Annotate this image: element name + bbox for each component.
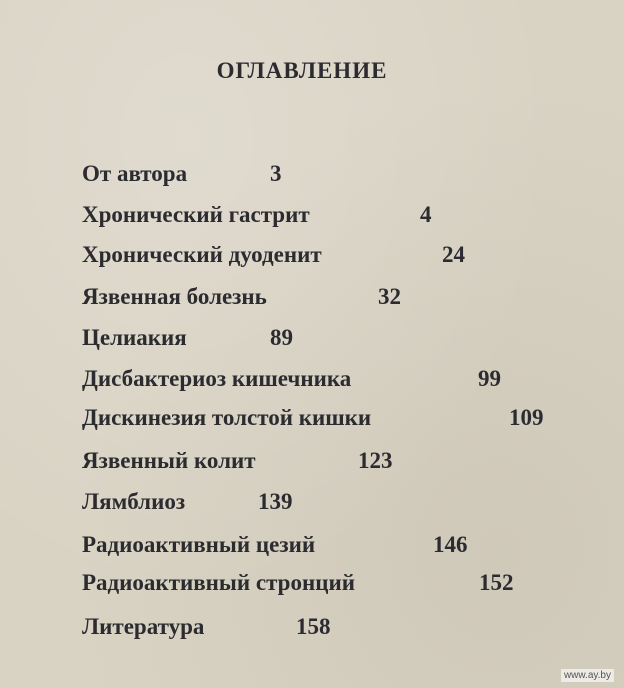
toc-entry-label: Хронический дуоденит <box>82 242 322 267</box>
toc-entry-label: Радиоактивный цезий <box>82 532 316 557</box>
toc-entry <box>82 488 293 516</box>
toc-entry-page: 32 <box>378 284 401 309</box>
toc-entry-label: От автора <box>82 161 188 186</box>
toc-entry-page: 158 <box>296 614 331 639</box>
page-title: ОГЛАВЛЕНИЕ <box>216 58 388 83</box>
toc-entry-label: Язвенная болезнь <box>82 284 267 309</box>
toc-entry-label: Целиакия <box>82 325 187 350</box>
toc-entry <box>82 531 468 559</box>
toc-entry-page: 152 <box>479 570 514 595</box>
toc-entry-page: 123 <box>358 448 393 473</box>
toc-entry-page: 139 <box>258 489 293 514</box>
toc-entry <box>82 324 293 352</box>
toc-entry-page: 24 <box>442 242 465 267</box>
toc-entry-label: Язвенный колит <box>82 448 256 473</box>
watermark: www.ay.by <box>561 669 614 682</box>
toc-entry-label: Радиоактивный стронций <box>82 570 355 595</box>
toc-entry-page: 89 <box>270 325 293 350</box>
toc-entry <box>82 404 544 432</box>
toc-entry-page: 3 <box>270 161 282 186</box>
toc-entry-page: 4 <box>420 202 432 227</box>
toc-entry-label: Дискинезия толстой кишки <box>82 405 372 430</box>
toc-entry <box>82 365 501 393</box>
toc-entry-label: Хронический гастрит <box>82 202 310 227</box>
toc-entry-page: 146 <box>433 532 468 557</box>
toc-entry <box>82 283 401 311</box>
toc-entry-label: Дисбактериоз кишечника <box>82 366 352 391</box>
toc-entry <box>82 241 465 269</box>
toc-entry-page: 99 <box>478 366 501 391</box>
toc-entry <box>82 447 393 475</box>
toc-entry <box>82 613 331 641</box>
toc-entry-page: 109 <box>509 405 544 430</box>
toc-entry <box>82 201 432 229</box>
toc-entry <box>82 569 514 597</box>
toc-entry-label: Лямблиоз <box>82 489 186 514</box>
toc-entry-label: Литература <box>82 614 205 639</box>
toc-entry <box>82 160 282 188</box>
